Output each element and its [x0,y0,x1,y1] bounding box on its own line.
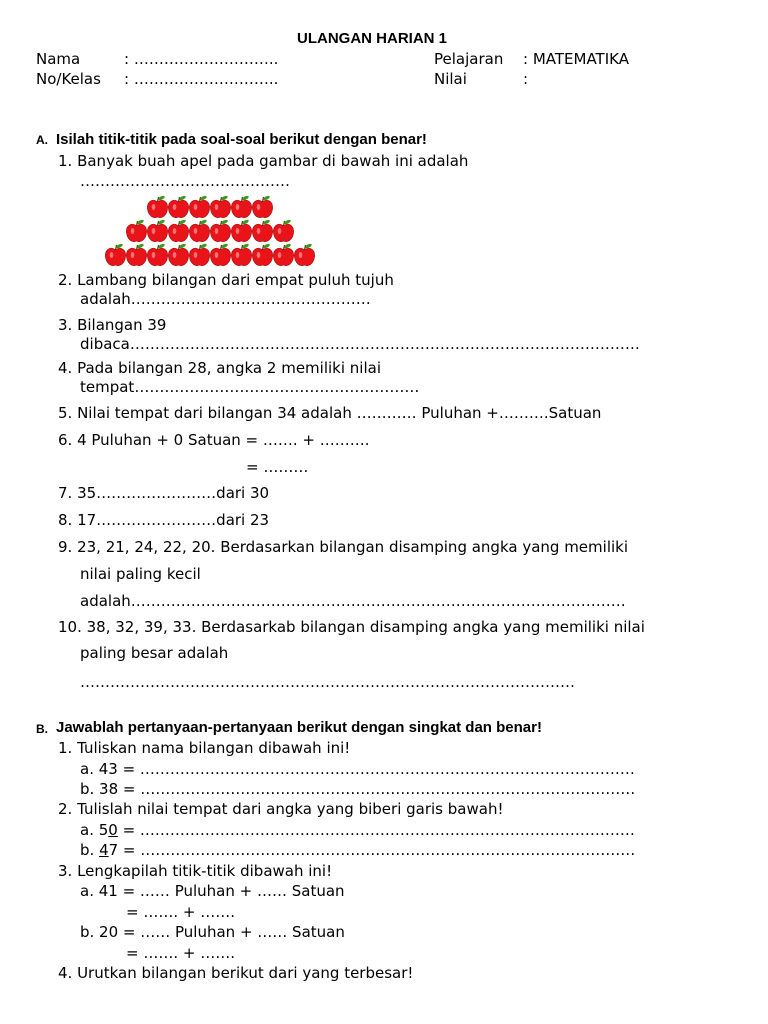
apple-icon [273,243,293,266]
apple-icon [147,219,167,242]
a-q1-line1: 1. Banyak buah apel pada gambar di bawah ini adalah [58,152,469,170]
b-q4: 4. Urutkan bilangan berikut dari yang terbesar! [58,964,414,982]
apple-icon [252,195,272,218]
b-q3b-line2: = ……. + ……. [126,944,235,962]
nilai-label: Nilai [434,70,467,88]
a-q2-line2: adalah………………………………………… [80,290,371,308]
apples-picture [100,194,320,266]
apple-icon [105,243,125,266]
b-q2a-prefix: a. 5 [80,821,109,839]
apple-icon [189,243,209,266]
section-b-letter: B. [36,722,48,736]
section-a-heading: Isilah titik-titik pada soal-soal berikut dengan benar! [56,131,427,148]
apple-icon [168,243,188,266]
apple-icon [252,219,272,242]
a-q7: 7. 35……………………dari 30 [58,484,270,502]
a-q3-line2: dibaca………………………………………………………………………………………… [80,335,640,353]
a-q9-line2: nilai paling kecil [80,565,201,583]
b-q2a-answer-line: = ……………………………………………………………………………………… [117,821,635,839]
b-q2a [80,821,635,839]
apple-icon [273,219,293,242]
apple-icon [231,219,251,242]
nama-label: Nama [36,50,81,68]
b-q2: 2. Tulislah nilai tempat dari angka yang biberi garis bawah! [58,800,504,818]
section-a-letter: A. [36,133,48,147]
a-q10-line2: paling besar adalah [80,644,229,662]
a-q9-line3: adalah……………………………………………………………………………………… [80,592,626,610]
apple-icon [210,195,230,218]
b-q2a-underlined-digit: 0 [108,821,118,839]
b-q2b-underlined-digit: 4 [99,841,109,859]
b-q3: 3. Lengkapilah titik-titik dibawah ini! [58,862,333,880]
a-q2-line1: 2. Lambang bilangan dari empat puluh tujuh [58,271,394,289]
a-q4-line2: tempat………………………………………………… [80,378,420,396]
b-q2b-prefix: b. [80,841,100,859]
apple-icon [147,243,167,266]
a-q4-line1: 4. Pada bilangan 28, angka 2 memiliki nilai [58,359,381,377]
b-q3b-line1: b. 20 = …… Puluhan + …… Satuan [80,923,345,941]
apple-icon [147,195,167,218]
b-q2b-answer-line: 7 = ……………………………………………………………………………………… [108,841,636,859]
apple-icon [168,219,188,242]
apple-icon [189,195,209,218]
a-q10-line3: ……………………………………………………………………………………… [80,673,575,691]
nilai-value: : [523,70,529,88]
apple-icon [210,219,230,242]
a-q8: 8. 17……………………dari 23 [58,511,270,529]
page-title: ULANGAN HARIAN 1 [297,30,447,47]
apple-icon [252,243,272,266]
a-q10-line1: 10. 38, 32, 39, 33. Berdasarkab bilangan disamping angka yang memiliki nilai [58,618,645,636]
b-q3a-line2: = ……. + ……. [126,903,235,921]
apple-icon [231,243,251,266]
a-q9-line1: 9. 23, 21, 24, 22, 20. Berdasarkan bilangan disamping angka yang memiliki [58,538,629,556]
nama-field: : ……………………….. [124,50,279,68]
apple-icon [231,195,251,218]
a-q6-line1: 6. 4 Puluhan + 0 Satuan = ……. + ………. [58,431,370,449]
a-q1-line2: …………………………………… [80,172,290,190]
b-q1: 1. Tuliskan nama bilangan dibawah ini! [58,739,351,757]
apple-icon [126,243,146,266]
section-b-heading: Jawablah pertanyaan-pertanyaan berikut dengan singkat dan benar! [56,719,542,736]
a-q6-line2: = ……… [246,458,309,476]
b-q2b [80,841,635,859]
b-q1b: b. 38 = ……………………………………………………………………………………… [80,780,636,798]
b-q1a: a. 43 = ……………………………………………………………………………………… [80,760,635,778]
a-q3-line1: 3. Bilangan 39 [58,316,167,334]
a-q5: 5. Nilai tempat dari bilangan 34 adalah ………… Puluhan +……….Satuan [58,404,602,422]
pelajaran-value: : MATEMATIKA [523,50,629,68]
kelas-field: : ……………………….. [124,70,279,88]
b-q3a-line1: a. 41 = …… Puluhan + …… Satuan [80,882,345,900]
apple-icon [210,243,230,266]
apple-icon [189,219,209,242]
apple-icon [126,219,146,242]
pelajaran-label: Pelajaran [434,50,504,68]
kelas-label: No/Kelas [36,70,101,88]
apple-icon [168,195,188,218]
apple-icon [294,243,314,266]
